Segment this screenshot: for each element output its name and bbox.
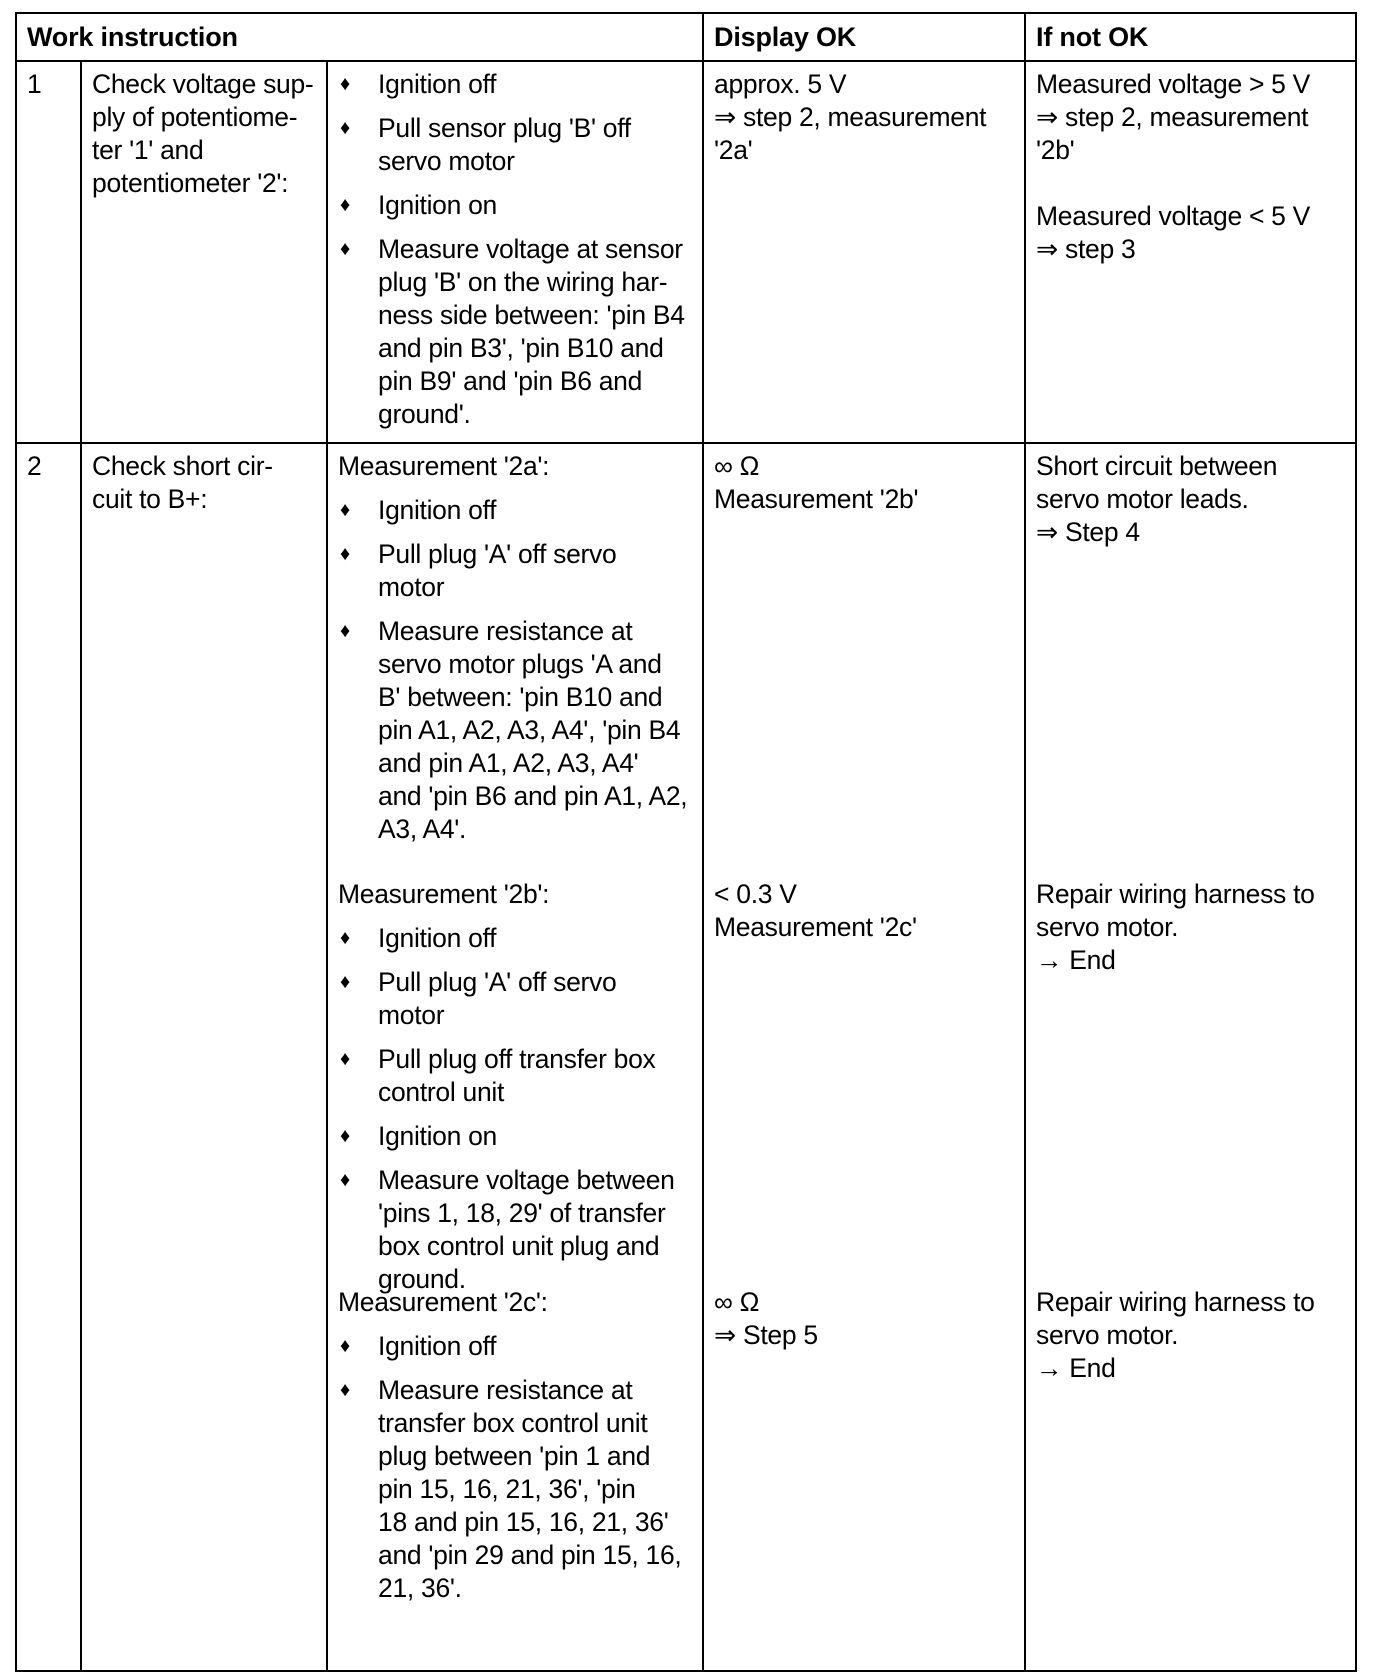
item-line: Ignition off <box>378 495 497 525</box>
bullet-icon: ♦ <box>340 499 350 521</box>
display-ok-line: ∞ Ω <box>714 1287 760 1317</box>
display-ok-2c <box>714 1286 1014 1352</box>
measurement-block-2a <box>338 450 692 878</box>
if-not-ok-line: Repair wiring harness to <box>1036 879 1315 909</box>
display-ok-cell <box>703 443 1025 1671</box>
if-not-ok-line: → End <box>1036 945 1116 975</box>
title-line: potentiometer '2': <box>92 168 289 198</box>
list-item <box>338 68 692 101</box>
item-line: Ignition off <box>378 1331 497 1361</box>
item-line: plug 'B' on the wiring har- <box>378 267 668 297</box>
if-not-ok-2c <box>1036 1286 1345 1385</box>
if-not-ok-line: Repair wiring harness to <box>1036 1287 1315 1317</box>
bullet-icon: ♦ <box>340 1048 350 1070</box>
bullet-icon: ♦ <box>340 971 350 993</box>
title-line: Check short cir- <box>92 451 273 481</box>
list-item <box>338 494 692 527</box>
display-ok-line: '2a' <box>714 135 753 165</box>
item-line: box control unit plug and <box>378 1231 660 1261</box>
if-not-ok-line: ⇒ step 2, measurement <box>1036 102 1309 132</box>
display-ok-2b <box>714 878 1014 1286</box>
item-line: plug between 'pin 1 and <box>378 1441 651 1471</box>
item-line: Measure voltage at sensor <box>378 234 683 264</box>
item-line: 18 and pin 15, 16, 21, 36' <box>378 1507 669 1537</box>
measurement-block-2b <box>338 878 692 1294</box>
work-instruction-page <box>15 12 1357 1672</box>
if-not-ok-line: Measured voltage < 5 V <box>1036 201 1311 231</box>
item-line: Measure resistance at <box>378 1375 633 1405</box>
instruction-cell <box>327 443 703 1671</box>
measurement-block-2c <box>338 1286 692 1605</box>
bullet-icon: ♦ <box>340 1169 350 1191</box>
if-not-ok-line: → End <box>1036 1353 1116 1383</box>
item-line: Measure resistance at <box>378 616 633 646</box>
item-line: A3, A4'. <box>378 814 467 844</box>
item-line: Pull sensor plug 'B' off <box>378 113 631 143</box>
display-ok-cell <box>703 61 1025 443</box>
item-line: and 'pin B6 and pin A1, A2, <box>378 781 688 811</box>
list-item <box>338 615 692 846</box>
if-not-ok-line: ⇒ step 3 <box>1036 234 1136 264</box>
item-line: Ignition off <box>378 923 497 953</box>
item-line: transfer box control unit <box>378 1408 648 1438</box>
item-line: Pull plug off transfer box <box>378 1044 656 1074</box>
item-line: servo motor <box>378 146 515 176</box>
display-ok-line: ⇒ Step 5 <box>714 1320 818 1350</box>
item-line: pin 15, 16, 21, 36', 'pin <box>378 1474 636 1504</box>
item-line: pin A1, A2, A3, A4', 'pin B4 <box>378 715 681 745</box>
item-line: ness side between: 'pin B4 <box>378 300 685 330</box>
list-item <box>338 1043 692 1109</box>
item-line: and pin A1, A2, A3, A4' <box>378 748 639 778</box>
bullet-icon: ♦ <box>340 1125 350 1147</box>
step-number: 2 <box>16 443 81 1671</box>
display-ok-line: Measurement '2b' <box>714 484 919 514</box>
display-ok-line: ⇒ step 2, measurement <box>714 102 987 132</box>
list-item <box>338 1164 692 1296</box>
if-not-ok-line: ⇒ Step 4 <box>1036 517 1140 547</box>
instruction-list <box>338 68 692 431</box>
list-item <box>338 233 692 431</box>
bullet-icon: ♦ <box>340 1335 350 1357</box>
item-line: Ignition off <box>378 69 497 99</box>
if-not-ok-2b <box>1036 878 1345 1286</box>
bullet-icon: ♦ <box>340 543 350 565</box>
item-line: B' between: 'pin B10 and <box>378 682 663 712</box>
item-line: Ignition on <box>378 190 497 220</box>
item-line: and pin B3', 'pin B10 and <box>378 333 664 363</box>
measurement-label: Measurement '2c': <box>338 1287 548 1317</box>
item-line: Measure voltage between <box>378 1165 675 1195</box>
work-instruction-table <box>15 12 1357 1672</box>
instruction-list <box>338 494 692 846</box>
item-line: pin B9' and 'pin B6 and <box>378 366 643 396</box>
display-ok-2a <box>714 450 1014 878</box>
bullet-icon: ♦ <box>340 194 350 216</box>
if-not-ok-line: Measured voltage > 5 V <box>1036 69 1311 99</box>
header-work-instruction: Work instruction <box>16 13 703 61</box>
if-not-ok-cell <box>1025 443 1356 1671</box>
list-item <box>338 1330 692 1363</box>
list-item <box>338 966 692 1032</box>
bullet-icon: ♦ <box>340 238 350 260</box>
title-line: Check voltage sup- <box>92 69 314 99</box>
item-line: motor <box>378 1000 445 1030</box>
item-line: ground. <box>378 1264 466 1294</box>
step-title <box>81 61 327 443</box>
if-not-ok-cell <box>1025 61 1356 443</box>
display-ok-line: < 0.3 V <box>714 879 797 909</box>
header-if-not-ok: If not OK <box>1025 13 1356 61</box>
if-not-ok-line: servo motor. <box>1036 912 1179 942</box>
list-item <box>338 538 692 604</box>
table-row <box>16 61 1356 443</box>
if-not-ok-line: '2b' <box>1036 135 1075 165</box>
item-line: control unit <box>378 1077 505 1107</box>
item-line: 'pins 1, 18, 29' of transfer <box>378 1198 666 1228</box>
bullet-icon: ♦ <box>340 927 350 949</box>
measurement-label: Measurement '2a': <box>338 451 550 481</box>
display-ok-line: Measurement '2c' <box>714 912 917 942</box>
item-line: Pull plug 'A' off servo <box>378 967 617 997</box>
measurement-label: Measurement '2b': <box>338 879 550 909</box>
if-not-ok-line: Short circuit between <box>1036 451 1278 481</box>
instruction-cell <box>327 61 703 443</box>
step-title <box>81 443 327 1671</box>
display-ok-line: ∞ Ω <box>714 451 760 481</box>
list-item <box>338 1374 692 1605</box>
if-not-ok-line: servo motor. <box>1036 1320 1179 1350</box>
table-row <box>16 443 1356 1671</box>
item-line: and 'pin 29 and pin 15, 16, <box>378 1540 682 1570</box>
item-line: Pull plug 'A' off servo <box>378 539 617 569</box>
title-line: cuit to B+: <box>92 484 208 514</box>
table-header-row <box>16 13 1356 61</box>
item-line: 21, 36'. <box>378 1573 462 1603</box>
item-line: ground'. <box>378 399 471 429</box>
instruction-list <box>338 1330 692 1605</box>
if-not-ok-line: servo motor leads. <box>1036 484 1249 514</box>
title-line: ply of potentiome- <box>92 102 298 132</box>
instruction-list <box>338 922 692 1296</box>
item-line: servo motor plugs 'A and <box>378 649 662 679</box>
title-line: ter '1' and <box>92 135 204 165</box>
item-line: motor <box>378 572 445 602</box>
item-line: Ignition on <box>378 1121 497 1151</box>
list-item <box>338 112 692 178</box>
display-ok-line: approx. 5 V <box>714 69 847 99</box>
if-not-ok-2a <box>1036 450 1345 878</box>
bullet-icon: ♦ <box>340 73 350 95</box>
bullet-icon: ♦ <box>340 620 350 642</box>
list-item <box>338 189 692 222</box>
bullet-icon: ♦ <box>340 1379 350 1401</box>
bullet-icon: ♦ <box>340 117 350 139</box>
header-display-ok: Display OK <box>703 13 1025 61</box>
list-item <box>338 922 692 955</box>
list-item <box>338 1120 692 1153</box>
step-number: 1 <box>16 61 81 443</box>
